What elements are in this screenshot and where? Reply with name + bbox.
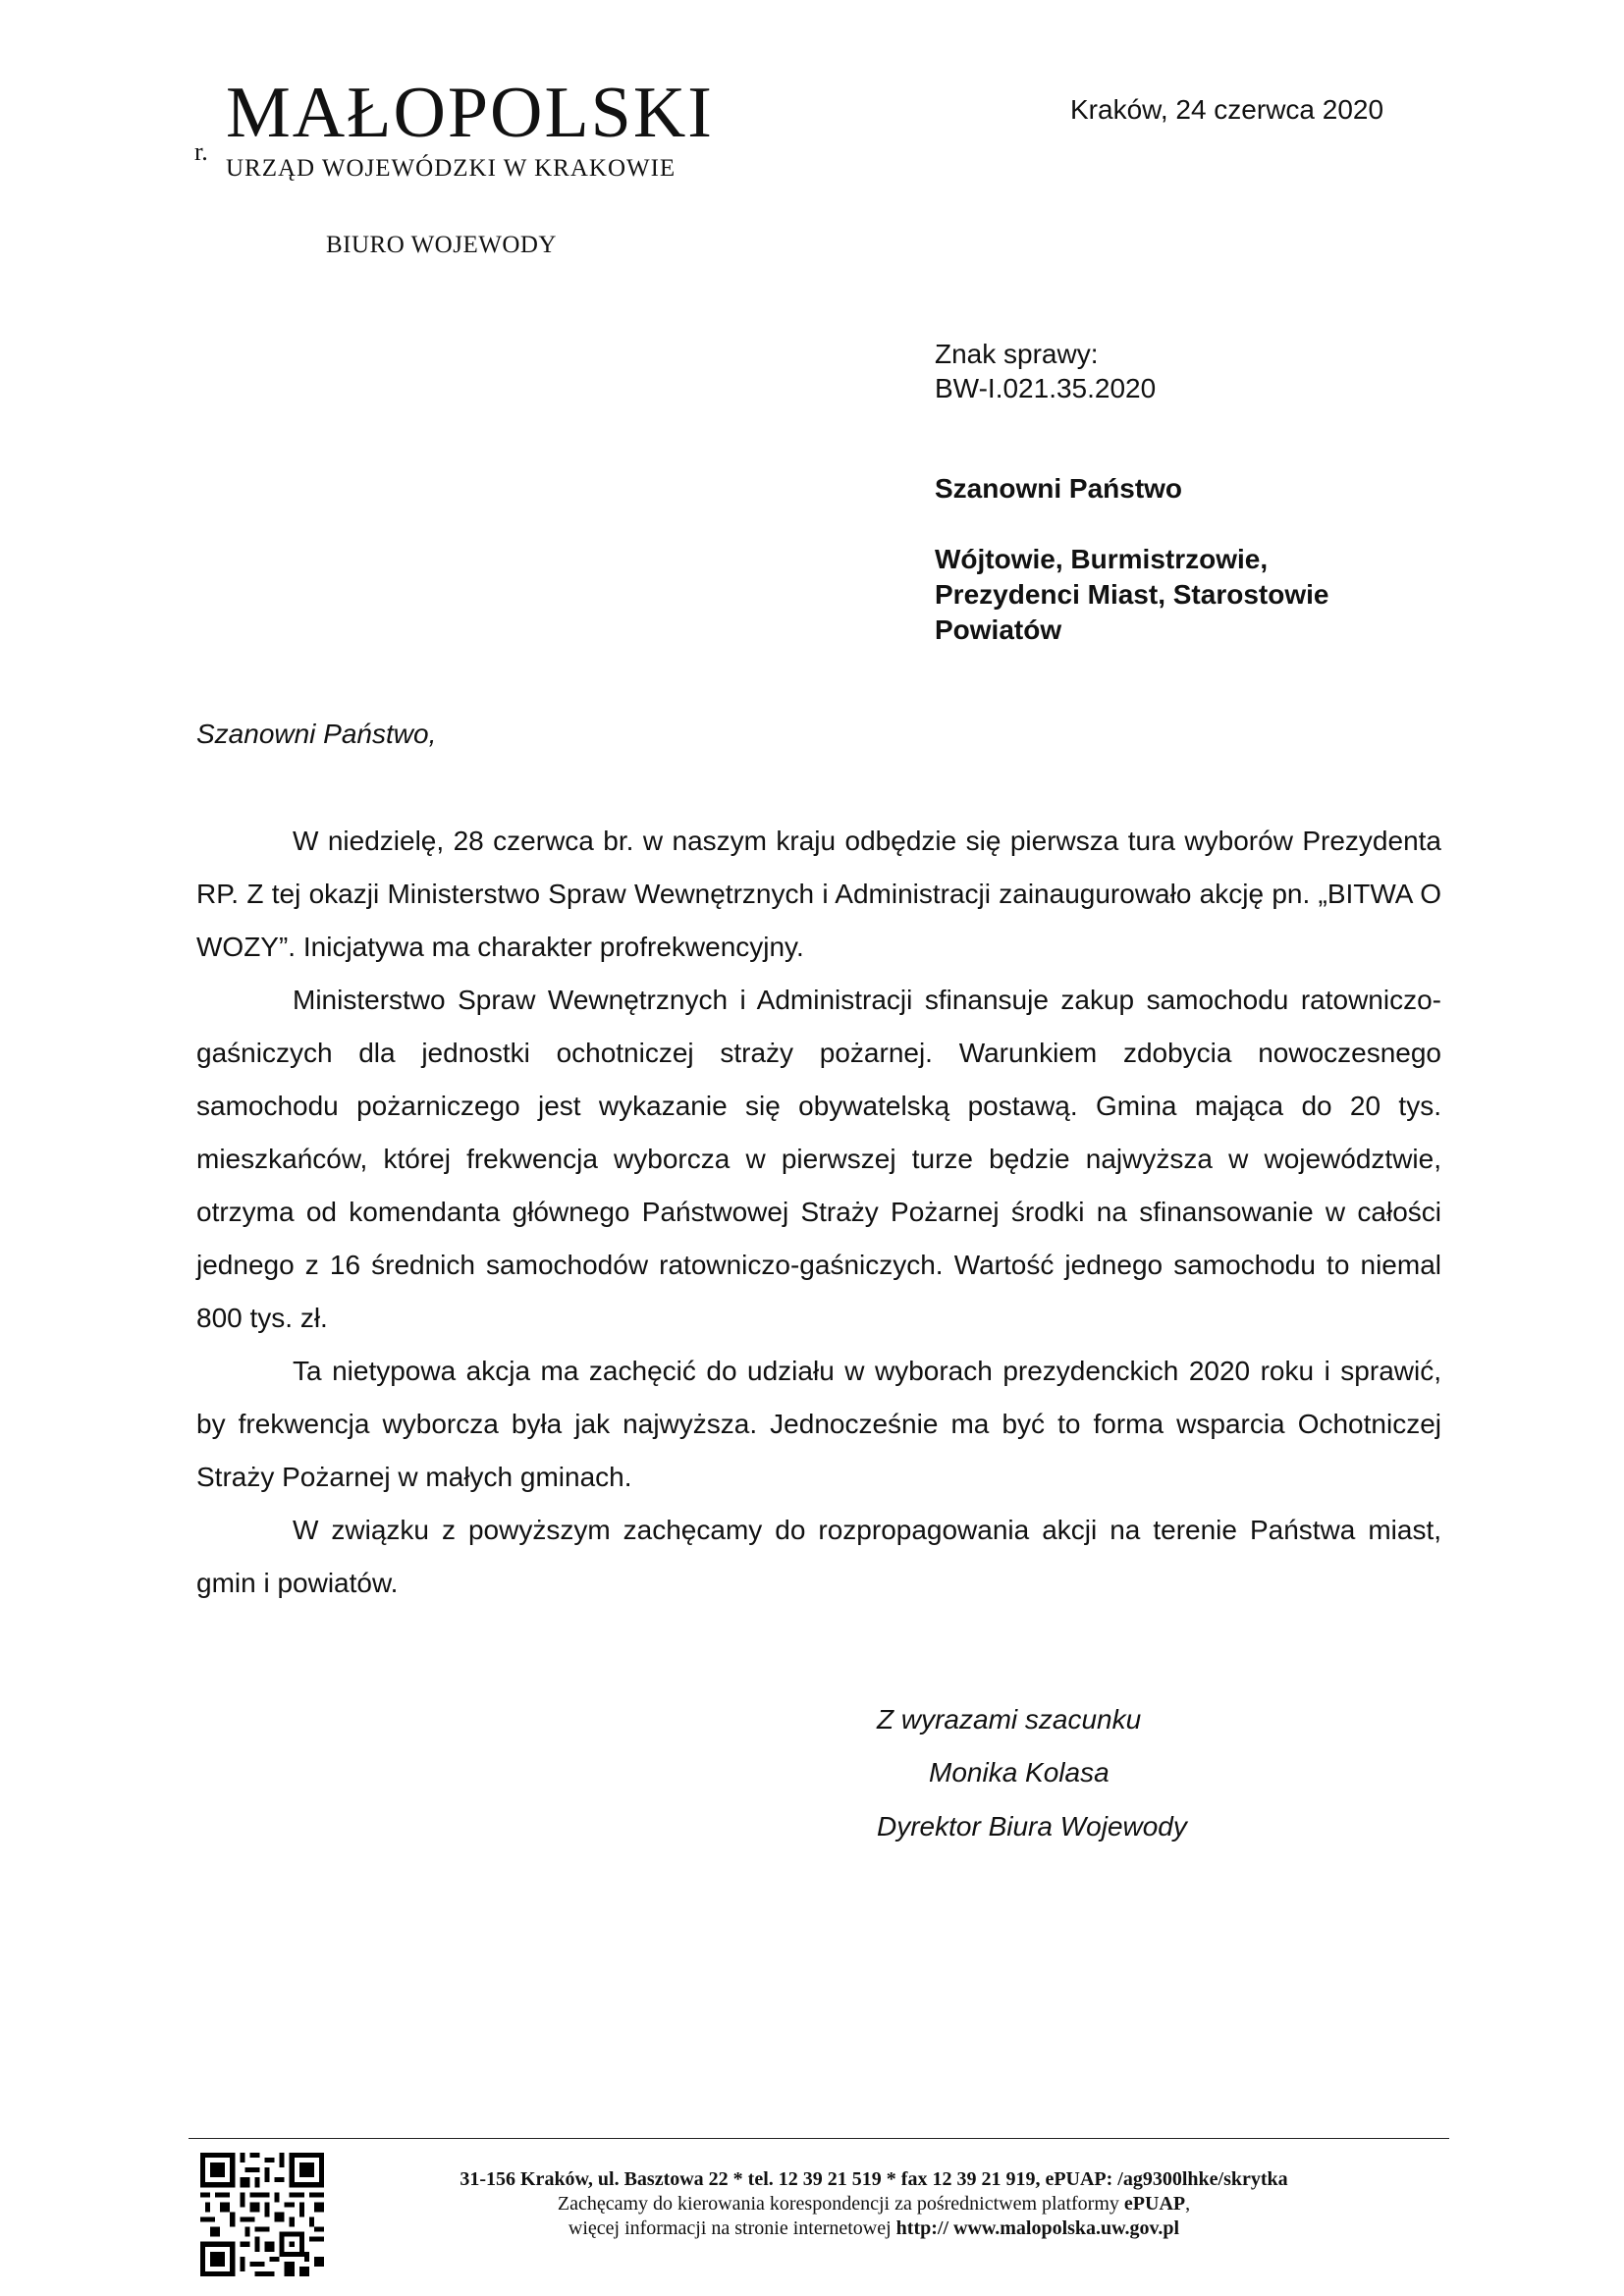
footer-web-line (334, 2216, 1414, 2241)
footer-divider (189, 2138, 1449, 2139)
logo-prefix: r. (194, 137, 208, 166)
recipients-block (935, 542, 1406, 648)
case-number: BW-I.021.35.2020 (935, 373, 1157, 403)
footer-epuap-line (334, 2192, 1414, 2216)
case-label: Znak sprawy: (935, 339, 1099, 369)
recipients-line: Powiatów (935, 614, 1062, 645)
body-paragraph: Ministerstwo Spraw Wewnętrznych i Administracji sfinansuje zakup samochodu ratowniczo-gaśniczych dla jednostki ochotniczej straży pożarnej. Warunkiem zdobycia nowoczesnego samochodu pożarniczego jest wykazanie się obywatelską postawą. Gmina mająca do 20 tys. mieszkańców, której frekwencja wyborcza w pierwszej turze będzie najwyższa w województwie, otrzyma od komendanta głównego Państwowej Straży Pożarnej środki na sfinansowanie w całości jednego z 16 średnich samochodów ratowniczo-gaśniczych. Wartość jednego samochodu to niemal 800 tys. zł. (196, 985, 1441, 1333)
body-paragraph: Ta nietypowa akcja ma zachęcić do udziału w wyborach prezydenckich 2020 roku i sprawić, by frekwencja wyborcza była jak najwyższa. Jednocześnie ma być to forma wsparcia Ochotniczej Straży Pożarnej w małych gminach. (196, 1356, 1441, 1492)
signature-closing: Z wyrazami szacunku (877, 1704, 1142, 1735)
logo-main-text: MAŁOPOLSKI (226, 73, 714, 153)
letter-body (196, 815, 1441, 1610)
letter-date: Kraków, 24 czerwca 2020 (1070, 94, 1384, 125)
office-name: BIURO WOJEWODY (326, 232, 557, 258)
recipients-line: Prezydenci Miast, Starostowie (935, 579, 1329, 610)
body-paragraph: W niedzielę, 28 czerwca br. w naszym kraju odbędzie się pierwsza tura wyborów Prezydenta RP. Z tej okazji Ministerstwo Spraw Wewnętrznych i Administracji zainaugurowało akcję pn. „BITWA O WOZY”. Inicjatywa ma charakter profrekwencyjny. (196, 826, 1441, 962)
footer-epuap-prefix: Zachęcamy do kierowania korespondencji za pośrednictwem platformy (557, 2193, 1124, 2215)
addressee-greeting: Szanowni Państwo (935, 473, 1183, 504)
logo-subtitle: URZĄD WOJEWÓDZKI W KRAKOWIE (226, 155, 677, 182)
letter-salutation: Szanowni Państwo, (196, 719, 437, 749)
footer-web-link[interactable]: http:// www.malopolska.uw.gov.pl (895, 2217, 1180, 2239)
signature-name: Monika Kolasa (929, 1757, 1110, 1788)
signature-title: Dyrektor Biura Wojewody (877, 1811, 1187, 1842)
qr-code-icon (200, 2153, 324, 2276)
footer-address: 31-156 Kraków, ul. Basztowa 22 * tel. 12 39 21 519 * fax 12 39 21 919, ePUAP: /ag9300lhke/skrytka (460, 2168, 1288, 2190)
footer-text (334, 2167, 1414, 2241)
recipients-line: Wójtowie, Burmistrzowie, (935, 544, 1269, 574)
body-paragraph: W związku z powyższym zachęcamy do rozpropagowania akcji na terenie Państwa miast, gmin i powiatów. (196, 1515, 1441, 1598)
footer-web-prefix: więcej informacji na stronie internetowej (568, 2217, 896, 2239)
footer-epuap-suffix: , (1185, 2193, 1191, 2215)
footer-epuap-name: ePUAP (1123, 2193, 1186, 2215)
